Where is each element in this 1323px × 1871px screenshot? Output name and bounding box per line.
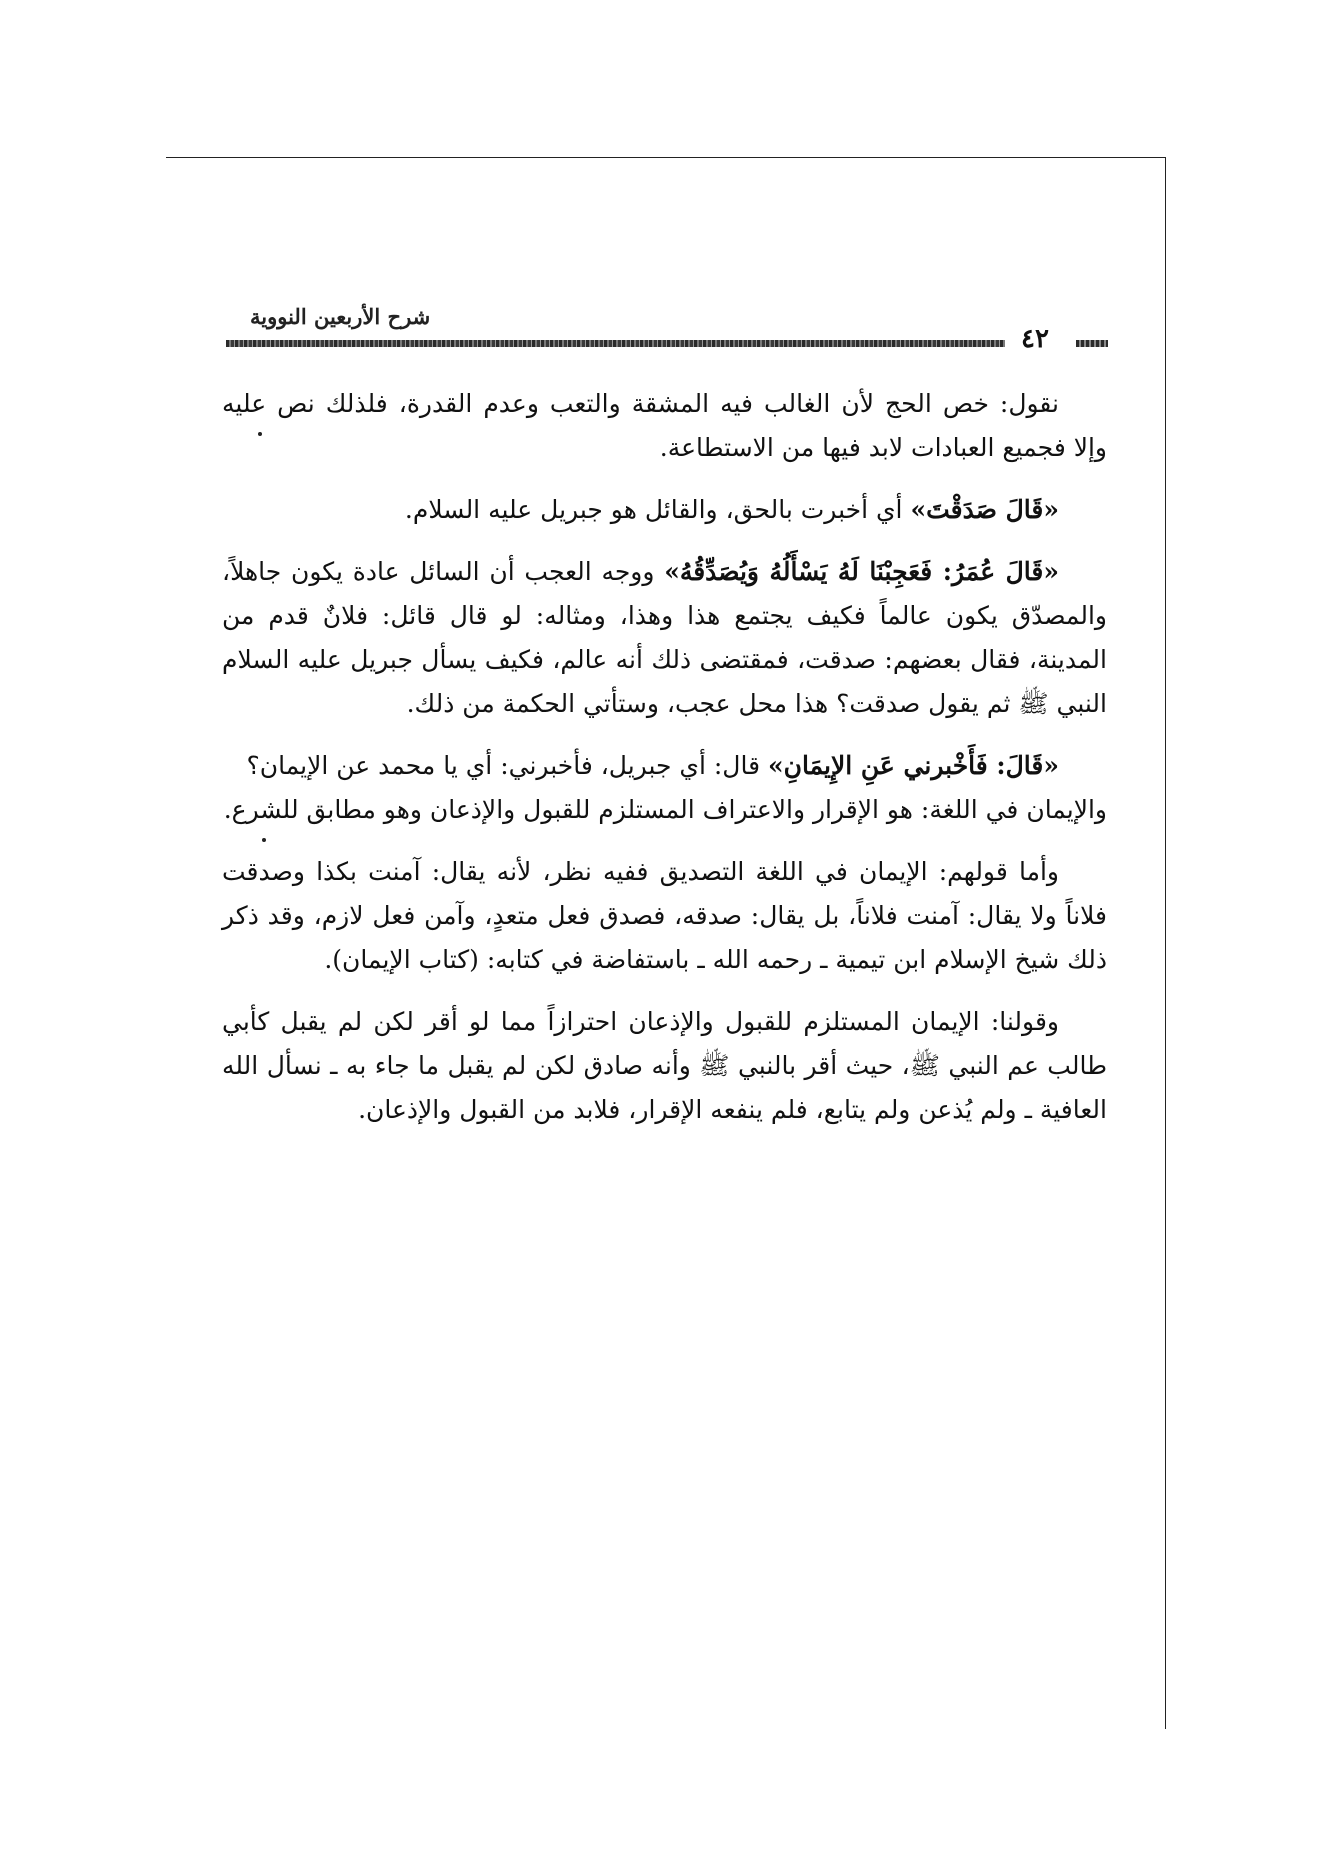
hadith-quote: «قَالَ عُمَرُ: فَعَجِبْنَا لَهُ يَسْأَلُهُ وَيُصَدِّقُهُ» bbox=[664, 557, 1059, 586]
paragraph bbox=[222, 488, 1107, 532]
paragraph-text: وقولنا: الإيمان المستلزم للقبول والإذعان احترازاً مما لو أقر لكن لم يقبل كأبي طالب عم النبي ﷺ، حيث أقر بالنبي ﷺ وأنه صادق لكن لم يقبل ما جاء به ـ نسأل الله العافية ـ ولم يُذعن ولم يتابع، فلم ينفعه الإقرار، فلابد من القبول والإذعان. bbox=[222, 1007, 1107, 1124]
paragraph bbox=[222, 550, 1107, 726]
running-header bbox=[226, 300, 1115, 360]
paragraph-text: قال: أي جبريل، فأخبرني: أي يا محمد عن الإيمان؟ bbox=[246, 751, 768, 780]
book-title: شرح الأربعين النووية bbox=[250, 304, 431, 329]
page-body bbox=[222, 382, 1107, 1150]
header-rule bbox=[226, 340, 1005, 347]
paragraph bbox=[222, 744, 1107, 788]
scan-frame-top-line bbox=[166, 157, 1166, 158]
paragraph bbox=[222, 382, 1107, 470]
page-number: ٤٢ bbox=[1021, 324, 1049, 354]
paragraph bbox=[222, 788, 1107, 832]
header-rule-end bbox=[1076, 340, 1108, 347]
paragraph-text: نقول: خص الحج لأن الغالب فيه المشقة والتعب وعدم القدرة، فلذلك نص عليه وإلا فجميع العبادات لابد فيها من الاستطاعة. bbox=[222, 389, 1107, 462]
paragraph-text: وأما قولهم: الإيمان في اللغة التصديق ففيه نظر، لأنه يقال: آمنت بكذا وصدقت فلاناً ولا يقال: آمنت فلاناً، بل يقال: صدقه، فصدق فعل متعدٍ، وآمن فعل لازم، وقد ذكر ذلك شيخ الإسلام ابن تيمية ـ رحمه الله ـ باستفاضة في كتابه: (كتاب الإيمان). bbox=[222, 857, 1107, 974]
paragraph-text: أي أخبرت بالحق، والقائل هو جبريل عليه السلام. bbox=[404, 495, 911, 524]
paragraph-text: ووجه العجب أن السائل عادة يكون جاهلاً، والمصدّق يكون عالماً فكيف يجتمع هذا وهذا، ومثاله: لو قال قائل: فلانٌ قدم من المدينة، فقال بعضهم: صدقت، فمقتضى ذلك أنه عالم، فكيف يسأل جبريل عليه السلام النبي ﷺ ثم يقول صدقت؟ هذا محل عجب، وستأتي الحكمة من ذلك. bbox=[222, 557, 1107, 718]
hadith-quote: «قَالَ صَدَقْتَ» bbox=[910, 495, 1059, 524]
paragraph-text: والإيمان في اللغة: هو الإقرار والاعتراف المستلزم للقبول والإذعان وهو مطابق للشرع. bbox=[223, 795, 1107, 824]
scan-frame-right-line bbox=[1165, 157, 1166, 1729]
paragraph bbox=[222, 850, 1107, 982]
hadith-quote: «قَالَ: فَأَخْبرني عَنِ الإِيمَانِ» bbox=[767, 751, 1059, 780]
paragraph bbox=[222, 1000, 1107, 1132]
